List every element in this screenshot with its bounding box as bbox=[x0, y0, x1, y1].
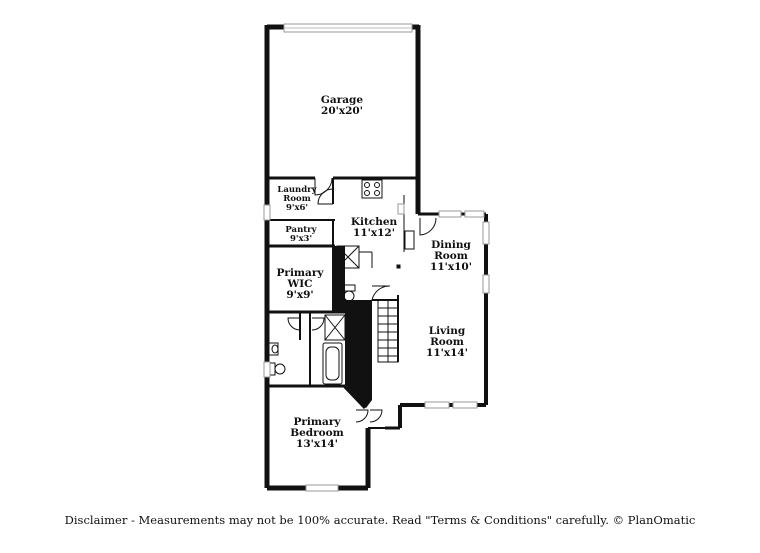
room-label-primary-wic bbox=[277, 268, 324, 301]
room-label-garage bbox=[321, 95, 363, 117]
room-dimensions: 20'x20' bbox=[321, 105, 363, 118]
room-name-line1: Primary bbox=[293, 416, 341, 428]
room-dimensions: 9'x3' bbox=[289, 233, 313, 244]
disclaimer-text: Disclaimer - Measurements may not be 100% accurate. Read "Terms & Conditions" carefully. © PlanOmatic bbox=[64, 513, 696, 527]
room-label-dining bbox=[430, 240, 472, 273]
room-name-line2: Bedroom bbox=[290, 427, 344, 440]
room-name-line1: Dining bbox=[431, 239, 471, 251]
room-name-line2: WIC bbox=[287, 278, 313, 291]
room-dimensions: 11'x14' bbox=[426, 347, 468, 360]
staircase bbox=[378, 300, 398, 362]
room-dimensions: 9'x9' bbox=[286, 289, 314, 302]
room-name: Garage bbox=[320, 94, 364, 106]
room-name-line1: Laundry bbox=[277, 185, 317, 195]
room-name: Pantry bbox=[285, 225, 317, 235]
room-name-line2: Room bbox=[283, 193, 311, 204]
room-label-kitchen bbox=[351, 217, 397, 239]
room-dimensions: 11'x10' bbox=[430, 261, 472, 274]
room-label-primary-bedroom bbox=[290, 417, 344, 450]
room-name-line1: Primary bbox=[276, 267, 324, 279]
room-label-pantry bbox=[285, 226, 316, 244]
room-label-living bbox=[426, 326, 468, 359]
room-name-line1: Living bbox=[428, 325, 466, 337]
room-dimensions: 11'x12' bbox=[353, 227, 395, 240]
room-dimensions: 9'x6' bbox=[285, 202, 309, 213]
room-label-laundry bbox=[277, 186, 316, 213]
stair-core-upper bbox=[333, 246, 345, 312]
room-name-line2: Room bbox=[430, 336, 464, 349]
room-dimensions: 13'x14' bbox=[296, 438, 338, 451]
room-name: Kitchen bbox=[350, 216, 398, 228]
room-name-line2: Room bbox=[434, 250, 468, 263]
